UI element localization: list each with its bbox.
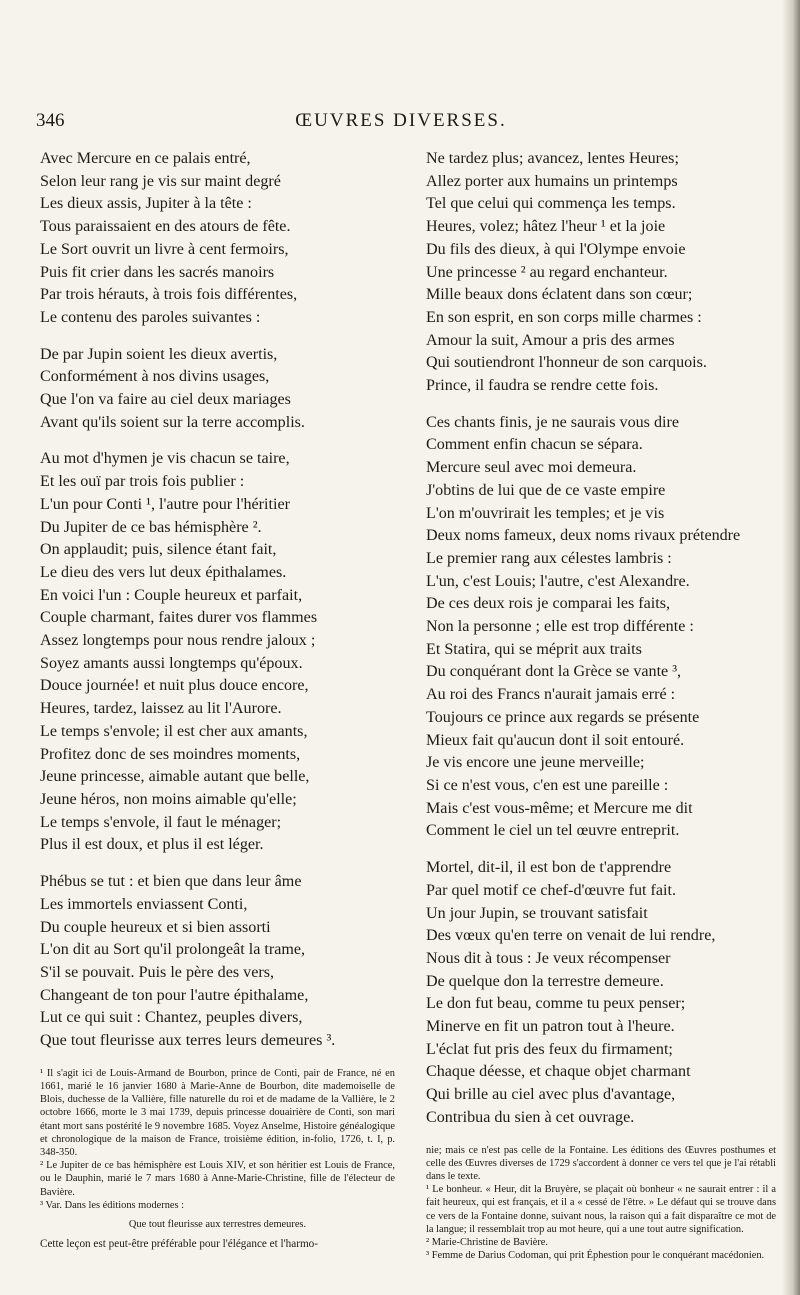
verse-line: Jeune princesse, aimable autant que belle, xyxy=(40,768,310,786)
verse-line: Par trois hérauts, à trois fois différentes, xyxy=(40,286,298,304)
verse-line: Qui brille au ciel avec plus d'avantage, xyxy=(426,1086,676,1104)
verse-line: Que l'on va faire au ciel deux mariages xyxy=(40,391,291,409)
verse-line: S'il se pouvait. Puis le père des vers, xyxy=(40,963,274,981)
right-footnotes xyxy=(426,1144,776,1263)
verse-line: Comment le ciel un tel œuvre entreprit. xyxy=(426,822,680,840)
verse-line: Par quel motif ce chef-d'œuvre fut fait. xyxy=(426,881,677,899)
footnote-2: ² Le Jupiter de ce bas hémisphère est Louis XIV, et son héritier est Louis de France, ou le Dauphin, marié le 7 mars 1680 à Anne-Marie-Christine, fille de l'électeur de Bavière. xyxy=(40,1160,395,1198)
verse-line: Du fils des dieux, à qui l'Olympe envoie xyxy=(426,240,686,258)
verse-line: Du Jupiter de ce bas hémisphère ². xyxy=(40,518,262,536)
verse-line: Un jour Jupin, se trouvant satisfait xyxy=(426,904,648,922)
verse-line: Le contenu des paroles suivantes : xyxy=(40,308,261,326)
footnote-3: ³ Femme de Darius Codoman, qui prit Éphestion pour le conquérant macédonien. xyxy=(426,1250,765,1262)
verse-line: Jeune héros, non moins aimable qu'elle; xyxy=(40,790,297,808)
verse-line: De ces deux rois je comparai les faits, xyxy=(426,595,670,613)
verse-line: Les immortels enviassent Conti, xyxy=(40,895,248,913)
footnote-2: ² Marie-Christine de Bavière. xyxy=(426,1236,548,1248)
page-header xyxy=(36,110,766,132)
verse-line: Au mot d'hymen je vis chacun se taire, xyxy=(40,450,290,468)
verse-line: Mille beaux dons éclatent dans son cœur; xyxy=(426,286,693,304)
verse-line: Mais c'est vous-même; et Mercure me dit xyxy=(426,799,693,817)
verse-line: Lut ce qui suit : Chantez, peuples divers, xyxy=(40,1009,303,1027)
verse-line: Selon leur rang je vis sur maint degré xyxy=(40,172,281,190)
page-edge-shadow xyxy=(782,0,800,1295)
left-footnotes xyxy=(40,1067,395,1251)
verse-line: Heures, volez; hâtez l'heur ¹ et la joie xyxy=(426,218,666,236)
verse-line: Profitez donc de ses moindres moments, xyxy=(40,745,301,763)
stanza xyxy=(426,148,776,398)
verse-line: Qui soutiendront l'honneur de son carquois. xyxy=(426,354,707,372)
verse-line: Douce journée! et nuit plus douce encore, xyxy=(40,677,309,695)
verse-line: Contribua du sien à cet ouvrage. xyxy=(426,1108,635,1126)
verse-line: Le dieu des vers lut deux épithalames. xyxy=(40,563,287,581)
verse-line: L'on dit au Sort qu'il prolongeât la trame, xyxy=(40,941,306,959)
left-column xyxy=(40,148,395,1251)
verse-line: Mercure seul avec moi demeura. xyxy=(426,459,637,477)
verse-line: Mortel, dit-il, il est bon de t'apprendre xyxy=(426,859,672,877)
page-number: 346 xyxy=(36,110,65,131)
verse-line: Et Statira, qui se méprit aux traits xyxy=(426,640,642,658)
verse-line: Des vœux qu'en terre on venait de lui rendre, xyxy=(426,927,716,945)
left-poem xyxy=(40,148,395,1053)
verse-line: Comment enfin chacun se sépara. xyxy=(426,436,643,454)
verse-line: Nous dit à tous : Je veux récompenser xyxy=(426,949,671,967)
verse-line: Assez longtemps pour nous rendre jaloux ; xyxy=(40,632,316,650)
verse-line: Toujours ce prince aux regards se présente xyxy=(426,708,700,726)
footnote-1: ¹ Le bonheur. « Heur, dit la Bruyère, se plaçait où bonheur « ne saurait entrer : il a fait heureux, qui est français, et il a « cessé de l'être. » Le défaut qui se trouve dans ce vers de la Fontaine donne, suivant nous, la raison qui a fait disparaître ce mot de la langue; il ressemblait trop au mot heure, qui a une tout autre signification. xyxy=(426,1184,776,1235)
verse-line: En voici l'un : Couple heureux et parfait, xyxy=(40,586,303,604)
stanza xyxy=(426,412,776,843)
verse-line: L'éclat fut pris des feux du firmament; xyxy=(426,1040,673,1058)
stanza xyxy=(40,871,395,1053)
verse-line: Heures, tardez, laissez au lit l'Aurore. xyxy=(40,700,282,718)
verse-line: Conformément à nos divins usages, xyxy=(40,368,270,386)
running-title: ŒUVRES DIVERSES. xyxy=(295,110,507,131)
verse-line: L'un, c'est Louis; l'autre, c'est Alexandre. xyxy=(426,572,690,590)
verse-line: Avec Mercure en ce palais entré, xyxy=(40,150,251,167)
footnote-continued-line: Cette leçon est peut-être préférable pour l'élégance et l'harmo- xyxy=(40,1238,318,1251)
verse-line: Tel que celui qui commença les temps. xyxy=(426,195,676,213)
verse-line: Mieux fait qu'aucun dont il soit entouré. xyxy=(426,731,685,749)
stanza xyxy=(40,148,395,330)
verse-line: On applaudit; puis, silence étant fait, xyxy=(40,541,277,559)
verse-line: Deux noms fameux, deux noms rivaux prétendre xyxy=(426,527,741,545)
verse-line: Ces chants finis, je ne saurais vous dire xyxy=(426,413,679,431)
verse-line: Le temps s'envole, il faut le ménager; xyxy=(40,813,282,831)
verse-line: Phébus se tut : et bien que dans leur âme xyxy=(40,873,302,891)
verse-line: Puis fit crier dans les sacrés manoirs xyxy=(40,263,275,281)
right-column xyxy=(426,148,776,1262)
verse-line: Si ce n'est vous, c'en est une pareille : xyxy=(426,776,669,794)
verse-line: Chaque déesse, et chaque objet charmant xyxy=(426,1063,691,1081)
verse-line: Minerve en fit un patron tout à l'heure. xyxy=(426,1018,675,1036)
verse-line: Tous paraissaient en des atours de fête. xyxy=(40,218,291,236)
verse-line: Amour la suit, Amour a pris des armes xyxy=(426,331,675,349)
verse-line: Je vis encore une jeune merveille; xyxy=(426,754,645,772)
verse-line: Du couple heureux et si bien assorti xyxy=(40,918,271,936)
verse-line: Et les ouï par trois fois publier : xyxy=(40,473,245,491)
verse-line: Ne tardez plus; avancez, lentes Heures; xyxy=(426,150,679,167)
verse-line: Le Sort ouvrit un livre à cent fermoirs, xyxy=(40,240,289,258)
footnote-3: ³ Var. Dans les éditions modernes : xyxy=(40,1199,185,1211)
verse-line: L'on m'ouvrirait les temples; et je vis xyxy=(426,504,665,522)
verse-line: L'un pour Conti ¹, l'autre pour l'héritier xyxy=(40,495,290,513)
verse-line: Que tout fleurisse aux terres leurs demeures ³. xyxy=(40,1032,336,1050)
stanza xyxy=(40,344,395,435)
verse-line: Non la personne ; elle est trop différente : xyxy=(426,618,694,636)
verse-line: Le don fut beau, comme tu peux penser; xyxy=(426,995,686,1013)
verse-line: Couple charmant, faites durer vos flammes xyxy=(40,609,318,627)
verse-line: Changeant de ton pour l'autre épithalame, xyxy=(40,986,309,1004)
verse-line: Prince, il faudra se rendre cette fois. xyxy=(426,377,659,395)
verse-line: Au roi des Francs n'aurait jamais erré : xyxy=(426,686,676,704)
stanza xyxy=(426,857,776,1129)
footnote-continuation: nie; mais ce n'est pas celle de la Fontaine. Les éditions des Œuvres posthumes et celle des Œuvres diverses de 1729 s'accordent à donner ce vers tel que je l'ai rétabli dans le texte. xyxy=(426,1144,776,1182)
stanza xyxy=(40,448,395,857)
verse-line: Soyez amants aussi longtemps qu'époux. xyxy=(40,654,303,672)
footnote-variant-verse: Que tout fleurisse aux terrestres demeures. xyxy=(128,1218,307,1230)
verse-line: De quelque don la terrestre demeure. xyxy=(426,972,664,990)
footnote-1: ¹ Il s'agit ici de Louis-Armand de Bourbon, prince de Conti, pair de France, né en 1661, marié le 16 janvier 1680 à Marie-Anne de Bourbon, dite mademoiselle de Blois, duchesse de la Vallière, fille naturelle du roi et de madame de la Vallière, le 2 octobre 1666, morte le 3 mai 1739, depuis princesse douairière de Conti, son mari étant mort sans postérité le 9 novembre 1685. Voyez Anselme, Histoire généalogique et chronologique de la maison de France, troisième édition, in-folio, 1726, t. I, p. 348-350. xyxy=(40,1067,395,1158)
right-poem xyxy=(426,148,776,1130)
verse-line: De par Jupin soient les dieux avertis, xyxy=(40,345,278,363)
verse-line: Le temps s'envole; il est cher aux amants, xyxy=(40,722,308,740)
verse-line: Plus il est doux, et plus il est léger. xyxy=(40,836,264,854)
verse-line: En son esprit, en son corps mille charmes : xyxy=(426,308,702,326)
verse-line: Allez porter aux humains un printemps xyxy=(426,172,678,190)
verse-line: Les dieux assis, Jupiter à la tête : xyxy=(40,195,252,213)
verse-line: Une princesse ² au regard enchanteur. xyxy=(426,263,668,281)
verse-line: J'obtins de lui que de ce vaste empire xyxy=(426,481,666,499)
verse-line: Le premier rang aux célestes lambris : xyxy=(426,549,672,567)
verse-line: Du conquérant dont la Grèce se vante ³, xyxy=(426,663,682,681)
verse-line: Avant qu'ils soient sur la terre accomplis. xyxy=(40,413,305,431)
